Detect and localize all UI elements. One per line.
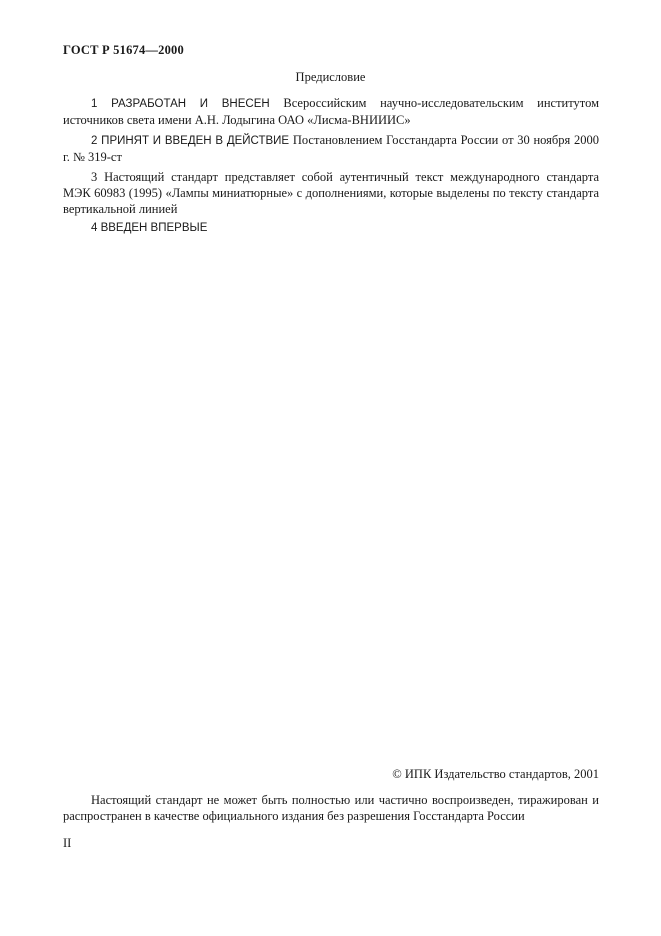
document-id: ГОСТ Р 51674—2000 bbox=[63, 43, 184, 57]
preface-item-3 bbox=[63, 169, 599, 217]
preface-item-4 bbox=[63, 219, 599, 236]
preface-item-3-lead: 3 bbox=[91, 170, 98, 184]
preface-item-4-lead: 4 ВВЕДЕН ВПЕРВЫЕ bbox=[91, 222, 208, 234]
preface-item-1-lead: 1 РАЗРАБОТАН И ВНЕСЕН bbox=[91, 98, 270, 110]
preface-item-2 bbox=[63, 132, 599, 165]
preface-item-1-text: Всероссийским научно-исследовательским институтом источников света имени А.Н. Лодыгина ОАО «Лисма-ВНИИИС» bbox=[63, 96, 599, 127]
preface-item-2-lead: 2 ПРИНЯТ И ВВЕДЕН В ДЕЙСТВИЕ bbox=[91, 135, 290, 147]
section-title: Предисловие bbox=[295, 70, 366, 84]
reproduction-notice: Настоящий стандарт не может быть полностью или частично воспроизведен, тиражирован и распространен в качестве официального издания без разрешения Госстандарта России bbox=[63, 793, 599, 823]
page-number: II bbox=[63, 836, 72, 850]
preface-item-1 bbox=[63, 95, 599, 128]
preface-item-3-text: Настоящий стандарт представляет собой аутентичный текст международного стандарта МЭК 60983 (1995) «Лампы миниатюрные» с дополнениями, которые выделены по тексту стандарта вертикальной линией bbox=[63, 170, 599, 216]
copyright-line: © ИПК Издательство стандартов, 2001 bbox=[392, 767, 599, 781]
preface-item-2-text: Постановлением Госстандарта России от 30 ноября 2000 г. № 319-ст bbox=[63, 133, 599, 164]
